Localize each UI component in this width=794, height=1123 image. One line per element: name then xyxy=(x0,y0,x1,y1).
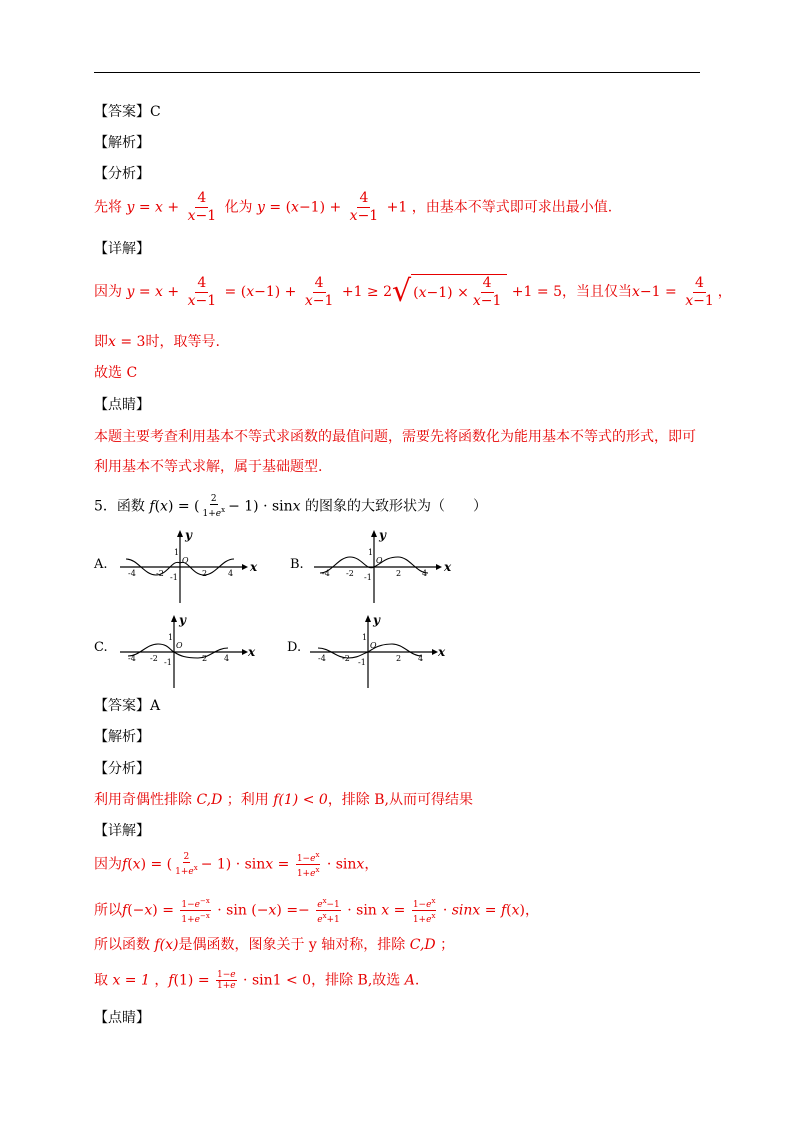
q4-fenxi-text: 先将 y = x + $\frac{4}{x-1}$ 化为 y = (x−1) + $\frac{4}{x-1}$ +1 ，由基本不等式即可求出最小值. xyxy=(94,190,613,224)
svg-text:O: O xyxy=(376,556,383,565)
graph-c xyxy=(116,610,266,690)
svg-text:1: 1 xyxy=(168,633,174,642)
svg-text:-2: -2 xyxy=(346,569,354,578)
svg-text:-4: -4 xyxy=(128,654,136,663)
svg-text:O: O xyxy=(176,641,183,650)
q4-comment-heading: 【点睛】 xyxy=(94,397,150,413)
svg-text:O: O xyxy=(182,556,189,565)
svg-text:2: 2 xyxy=(202,569,208,578)
q5-fenxi-text: 利用奇偶性排除 C,D ；利用 f(1) < 0，排除 B,从而可得结果 xyxy=(94,792,474,808)
q5-answer: 【答案】A xyxy=(94,698,161,714)
option-c-label[interactable]: C. xyxy=(94,640,108,655)
svg-text:1: 1 xyxy=(174,548,180,557)
svg-text:-4: -4 xyxy=(128,569,136,578)
svg-text:2: 2 xyxy=(396,569,402,578)
svg-text:4: 4 xyxy=(224,654,230,663)
q5-detail-heading: 【详解】 xyxy=(94,823,150,839)
q4-detail-heading: 【详解】 xyxy=(94,241,150,257)
svg-text:-1: -1 xyxy=(164,658,172,667)
graph-a xyxy=(116,525,266,605)
svg-text:x: x xyxy=(248,645,256,659)
header-rule xyxy=(94,72,700,73)
q4-analysis-heading: 【解析】 xyxy=(94,135,150,151)
q5-comment-heading: 【点睛】 xyxy=(94,1010,150,1026)
option-b-label[interactable]: B. xyxy=(290,557,304,572)
svg-text:x: x xyxy=(444,560,452,574)
svg-text:-2: -2 xyxy=(342,654,350,663)
svg-text:1: 1 xyxy=(362,633,368,642)
svg-text:2: 2 xyxy=(202,654,208,663)
q5-fenxi-heading: 【分析】 xyxy=(94,761,150,777)
svg-text:-4: -4 xyxy=(318,654,326,663)
svg-text:-1: -1 xyxy=(170,573,178,582)
svg-text:2: 2 xyxy=(396,654,402,663)
q4-answer: 【答案】C xyxy=(94,104,161,120)
option-a-label[interactable]: A. xyxy=(94,557,108,572)
svg-text:-4: -4 xyxy=(322,569,330,578)
q5-detail-line2: 所以f(−x) = $\frac{1-e^{-x}}{1+e^{-x}}$ · sin (−x) =− $\frac{e^x-1}{e^x+1}$ · sin x = $\frac{1-e^x}{1+e^x}$ · sinx = f(x)， xyxy=(94,897,539,925)
svg-text:-2: -2 xyxy=(150,654,158,663)
q4-comment-line2: 利用基本不等式求解，属于基础题型. xyxy=(94,459,323,475)
q5-analysis-heading: 【解析】 xyxy=(94,729,150,745)
svg-text:-2: -2 xyxy=(156,569,164,578)
svg-text:y: y xyxy=(185,528,192,542)
svg-text:-1: -1 xyxy=(364,573,372,582)
q4-fenxi-heading: 【分析】 xyxy=(94,166,150,182)
option-d-label[interactable]: D. xyxy=(287,640,302,655)
svg-text:y: y xyxy=(373,613,380,627)
q5-detail-line3: 所以函数 f(x)是偶函数，图象关于 y 轴对称，排除 C,D ； xyxy=(94,937,455,953)
svg-text:x: x xyxy=(438,645,446,659)
q4-choose: 故选 C xyxy=(94,365,138,381)
q5-detail-line4: 取 x = 1 ，f(1) = $\frac{1-e}{1+e}$ · sin1 < 0，排除 B,故选 A. xyxy=(94,970,420,991)
q5-detail-line1: 因为f(x) = ( $\frac{2}{1+e^x}$ − 1) · sinx = $\frac{1-e^x}{1+e^x}$ · sinx， xyxy=(94,851,379,879)
svg-text:4: 4 xyxy=(228,569,234,578)
svg-text:O: O xyxy=(370,641,377,650)
q4-equality-note: 即x = 3时，取等号. xyxy=(94,334,220,350)
q5-stem: 5．函数 f(x) = ( $\frac{2}{1+e^x}$ − 1) · sinx 的图象的大致形状为（ ） xyxy=(94,494,488,519)
q4-detail-text: 因为 y = x + $\frac{4}{x-1}$ = (x−1) + $\frac{4}{x-1}$ +1 ≥ 2 √ ( x −1) × $\frac{4}{x-1}$ +1 = 5，当且仅当x−1 = $\frac{4}{x-1}$ ， xyxy=(94,274,732,309)
graph-b xyxy=(310,525,460,605)
svg-text:1: 1 xyxy=(368,548,374,557)
graph-d xyxy=(306,610,456,690)
svg-text:x: x xyxy=(250,560,258,574)
svg-text:4: 4 xyxy=(422,569,428,578)
svg-text:4: 4 xyxy=(418,654,424,663)
q4-comment-line1: 本题主要考查利用基本不等式求函数的最值问题，需要先将函数化为能用基本不等式的形式，即可 xyxy=(94,429,696,445)
svg-text:y: y xyxy=(179,613,186,627)
svg-text:y: y xyxy=(379,528,386,542)
svg-text:-1: -1 xyxy=(358,658,366,667)
